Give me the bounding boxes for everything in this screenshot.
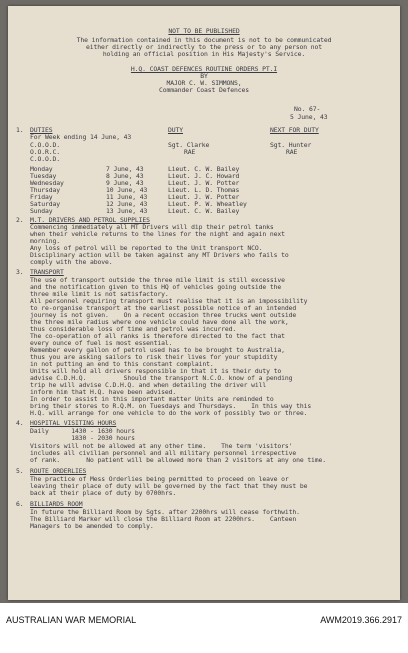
duty-date: 12 June, 43: [106, 200, 148, 208]
section-line: inform him that H.Q. have been advised.: [30, 388, 177, 396]
section-line: In order to assist in this important matter Units are reminded to: [30, 395, 274, 403]
footer-institution: AUSTRALIAN WAR MEMORIAL: [6, 615, 137, 625]
duty-officer: Lieut. J. W. Potter: [168, 193, 240, 201]
duty-day: Thursday: [30, 186, 60, 194]
duty-date: 7 June, 43: [106, 165, 144, 173]
duty-date: 10 June, 43: [106, 186, 148, 194]
duty-date: 9 June, 43: [106, 179, 144, 187]
section-line: Daily 1430 - 1630 hours: [30, 427, 135, 435]
section-line: morning.: [30, 237, 60, 245]
section-line: leaving their place of duty will be governed by the fact that they must be: [30, 482, 308, 490]
duty-officer: Lieut. J. C. Howard: [168, 172, 240, 180]
duty-officer: Lieut. C. W. Bailey: [168, 165, 240, 173]
header-line: holding an official position in His Majesty's Service.: [102, 50, 306, 58]
section-line: Units will hold all drivers responsible in that it is their duty to: [30, 367, 282, 375]
section-heading: TRANSPORT: [30, 268, 64, 276]
duty-day: Friday: [30, 193, 53, 201]
section-line: thus you are asking sailors to risk their lives for your stupidity: [30, 353, 278, 361]
section-line: and the notification given to this HQ of vehicles going outside the: [30, 283, 282, 291]
section-number: 2.: [16, 216, 24, 224]
duty-day: Sunday: [30, 207, 53, 215]
section-line: The co-operation of all ranks is therefore directed to the fact that: [30, 332, 285, 340]
section-line: bring their stores to R.Q.M. on Tuesdays and Thursdays. In this way this: [30, 402, 312, 410]
section-line: of rank. No patient will be allowed more than 2 visitors at any one time.: [30, 456, 327, 464]
section-line: Visitors will not be allowed at any other time. The term 'visitors': [30, 442, 293, 450]
section-line: trip he will advise C.D.H.Q. and when detailing the driver will: [30, 381, 267, 389]
header-restriction: NOT TO BE PUBLISHED: [168, 27, 240, 35]
duty-value: RAE: [184, 148, 196, 156]
header-line: The information contained in this document is not to be communicated: [76, 36, 332, 44]
footer-bar: [0, 603, 408, 653]
section-line: three mile limit is not satisfactory.: [30, 290, 169, 298]
section-line: Disciplinary action will be taken against any MT Drivers who fails to: [30, 251, 289, 259]
section-line: includes all civilian personnel and all military personnel irrespective: [30, 449, 297, 457]
section-line: when their vehicle returns to the lines for the night and again next: [30, 230, 285, 238]
section-line: Any loss of petrol will be reported to the Unit transport NCO.: [30, 244, 263, 252]
section-heading: BILLIARDS ROOM: [30, 500, 83, 508]
section-line: The practice of Mess Orderlies being permitted to proceed on leave or: [30, 475, 289, 483]
header-line: either directly or indirectly to the press or to any person not: [85, 43, 323, 51]
section-line: back at their place of duty by 0700hrs.: [30, 489, 177, 497]
duty-day: Tuesday: [30, 172, 57, 180]
duty-officer: Lieut. P. W. Wheatley: [168, 200, 247, 208]
section-line: journey is not given. On a recent occasion three trucks went outside: [30, 311, 297, 319]
doc-author-role: Commander Coast Defences: [159, 86, 249, 94]
section-number: 4.: [16, 419, 24, 427]
section-number: 5.: [16, 467, 24, 475]
section-line: Managers to be amended to comply.: [30, 522, 154, 530]
section-line: Commencing immediately all MT Drivers will dip their petrol tanks: [30, 223, 274, 231]
order-date: 5 June, 43: [290, 113, 328, 121]
duty-value: Sgt. Clarke: [168, 141, 210, 149]
duty-officer: Lieut. L. D. Thomas: [168, 186, 240, 194]
duty-label: C.O.O.D.: [30, 155, 60, 163]
duties-heading: DUTIES: [30, 126, 53, 134]
section-line: In future the Billiard Room by Sgts. after 2200hrs will cease forthwith.: [30, 508, 300, 516]
section-number: 3.: [16, 268, 24, 276]
duty-date: 8 June, 43: [106, 172, 144, 180]
duty-day: Saturday: [30, 200, 60, 208]
duty-officer: Lieut. C. W. Bailey: [168, 207, 240, 215]
section-heading: M.T. DRIVERS AND PETROL SUPPLIES: [30, 216, 150, 224]
doc-title: H.Q. COAST DEFENCES ROUTINE ORDERS PT.I: [130, 65, 278, 73]
section-line: Remember every gallon of petrol used has to be brought to Australia,: [30, 346, 285, 354]
section-line: comply with the above.: [30, 258, 113, 266]
duty-next: Sgt. Hunter: [270, 141, 312, 149]
section-line: the three mile radius where one vehicle could have done all the work,: [30, 318, 289, 326]
duty-date: 13 June, 43: [106, 207, 148, 215]
duty-day: Monday: [30, 165, 53, 173]
section-line: to re-organise transport at the earliest possible notice of an intended: [30, 304, 297, 312]
duty-label: C.O.O.D.: [30, 141, 60, 149]
duties-col-next: NEXT FOR DUTY: [270, 126, 319, 134]
section-line: advise C.D.H.Q. Should the transport N.C.O. know of a pending: [30, 374, 293, 382]
section-line: every ounce of fuel is most essential.: [30, 339, 173, 347]
duty-next: RAE: [286, 148, 298, 156]
section-heading: ROUTE ORDERLIES: [30, 467, 87, 475]
duty-day: Wednesday: [30, 179, 64, 187]
doc-author: MAJOR C. W. SIMMONS,: [166, 79, 242, 87]
duty-date: 11 June, 43: [106, 193, 148, 201]
section-heading: HOSPITAL VISITING HOURS: [30, 419, 117, 427]
duties-col-duty: DUTY: [168, 126, 183, 134]
duties-week-ending: For Week ending 14 June, 43: [30, 133, 132, 141]
section-number: 6.: [16, 500, 24, 508]
order-number: No. 67-: [294, 105, 321, 113]
section-line: H.Q. will arrange for one vehicle to do the work of possibly two or three.: [30, 409, 308, 417]
doc-title-by: BY: [200, 72, 208, 80]
section-line: thus considerable loss of time and petrol was incurred.: [30, 325, 237, 333]
footer-accession-id: AWM2019.366.2917: [320, 615, 402, 625]
section-line: The use of transport outside the three mile limit is still excessive: [30, 276, 285, 284]
section-line: in not putting an end to this constant complaint.: [30, 360, 214, 368]
duty-officer: Lieut. J. W. Potter: [168, 179, 240, 187]
section-line: The Billiard Marker will close the Billiard Room at 2200hrs. Canteen: [30, 515, 297, 523]
section-line: 1830 - 2030 hours: [30, 434, 135, 442]
section-number: 1.: [16, 126, 24, 134]
section-line: All personnel requiring transport must realise that it is an impossibility: [30, 297, 308, 305]
document-page: [8, 6, 400, 600]
duty-label: O.O.R.C.: [30, 148, 60, 156]
